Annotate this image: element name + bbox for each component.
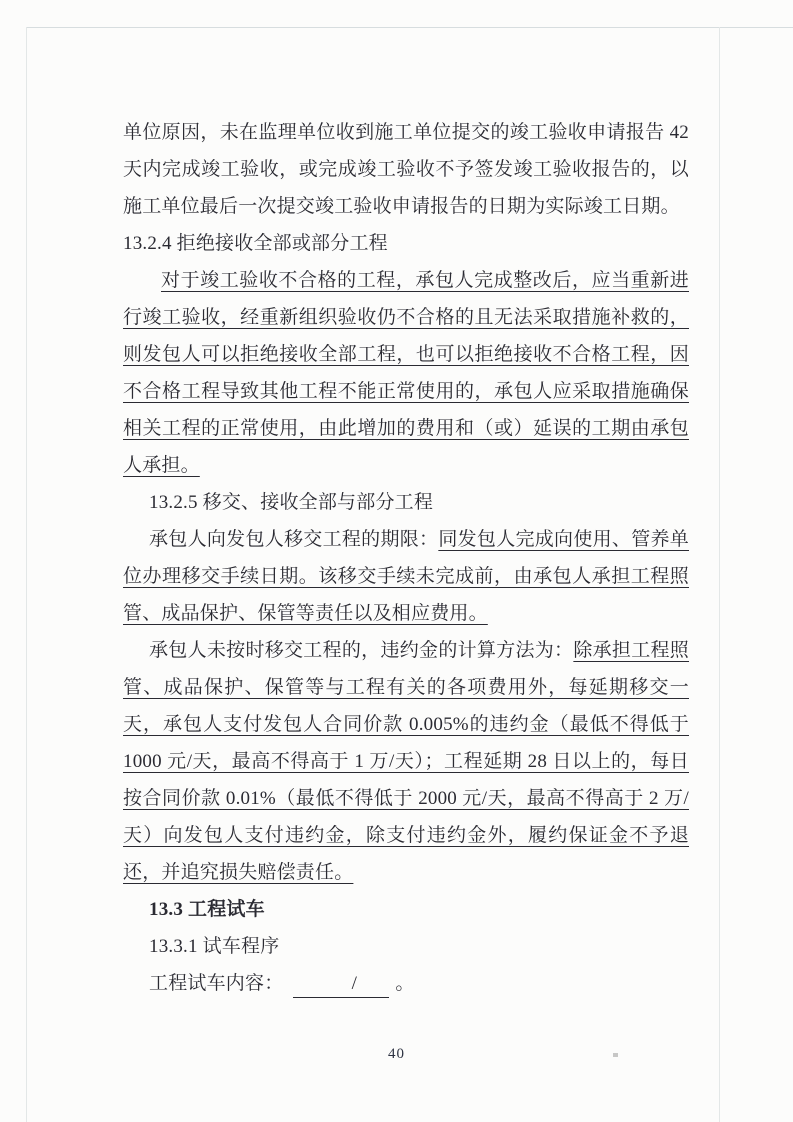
heading-13-3-1: 13.3.1 试车程序 [149, 936, 280, 957]
heading-13-2-4: 13.2.4 拒绝接收全部或部分工程 [123, 233, 388, 254]
handover-deadline-filled-text: 同发包人完成向使用、管养单位办理移交手续日期。该移交手续未完成前，由承包人承担工程照管、成品保护、保管等责任以及相应费用。 [123, 529, 689, 624]
line-test-content [123, 965, 689, 1002]
handover-deadline-label: 承包人向发包人移交工程的期限： [149, 529, 439, 550]
scan-edge-right [719, 27, 720, 1122]
paragraph-completion-deadline: 单位原因，未在监理单位收到施工单位提交的竣工验收申请报告 42 天内完成竣工验收，或完成竣工验收不予签发竣工验收报告的，以施工单位最后一次提交竣工验收申请报告的日期为实际竣工日期。 [123, 122, 689, 217]
paragraph-handover-deadline [123, 521, 689, 632]
late-handover-penalty-label: 承包人未按时移交工程的，违约金的计算方法为： [149, 640, 574, 661]
heading-13-3: 13.3 工程试车 [149, 899, 265, 920]
document-body [123, 114, 689, 1002]
late-handover-penalty-filled-text: 除承担工程照管、成品保护、保管等与工程有关的各项费用外，每延期移交一天，承包人支付发包人合同价款 0.005%的违约金（最低不得低于 1000 元/天，最高不得高于 1 万/天）；工程延期 28 日以上的，每日按合同价款 0.01%（最低不得低于 2000 元/天，最高不得高于 2 万/天）向发包人支付违约金，除支付违约金外，履约保证金不予退还，并追究损失赔偿责任。 [123, 640, 690, 883]
page-number: 40 [388, 1046, 405, 1062]
heading-13-2-5: 13.2.5 移交、接收全部与部分工程 [149, 492, 434, 513]
test-content-blank-field: / [293, 971, 389, 998]
paragraph-rejection-terms [123, 262, 689, 484]
test-content-sentence-period: 。 [395, 973, 415, 994]
scan-edge-left [26, 27, 27, 1122]
scan-edge-top [26, 27, 793, 28]
paragraph-late-handover-penalty [123, 632, 689, 891]
rejection-terms-underlined-text: 对于竣工验收不合格的工程，承包人完成整改后，应当重新进行竣工验收，经重新组织验收仍不合格的且无法采取措施补救的，则发包人可以拒绝接收全部工程，也可以拒绝接收不合格工程，因不合格工程导致其他工程不能正常使用的，承包人应采取措施确保相关工程的正常使用，由此增加的费用和（或）延误的工期由承包人承担。 [123, 270, 689, 476]
test-content-label: 工程试车内容： [149, 973, 284, 994]
